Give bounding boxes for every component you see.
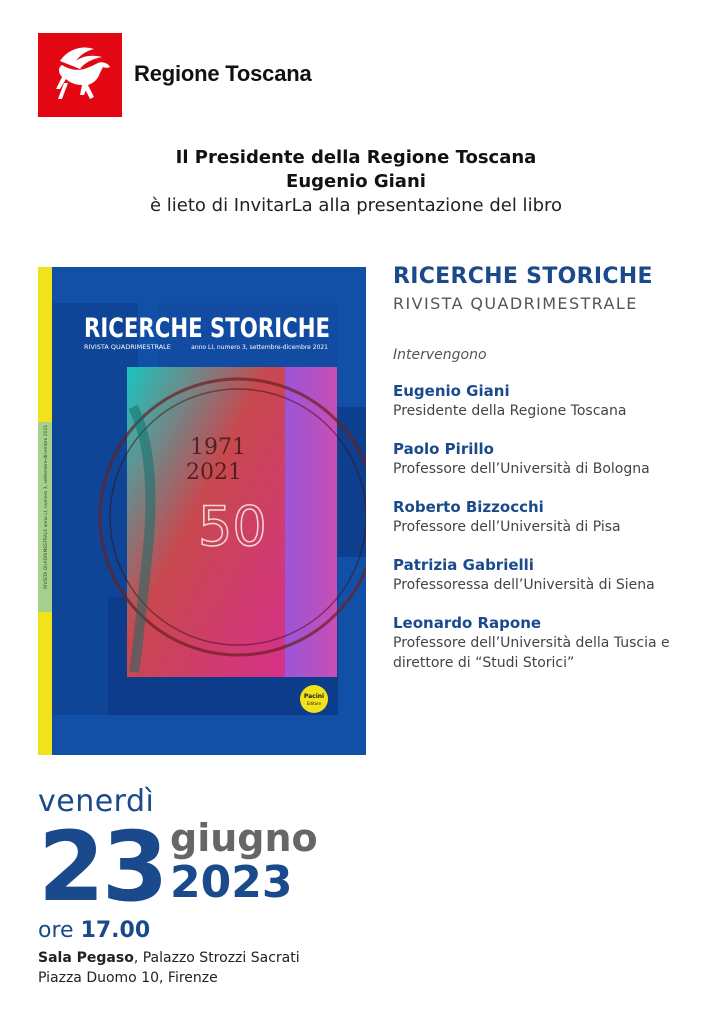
cover-spine-text: RIVISTA QUADRIMESTRALE anno LI, numero 3, settembre-dicembre 2021: [44, 424, 49, 589]
speaker-role: Presidente della Regione Toscana: [393, 403, 627, 419]
coin-value: 50: [198, 495, 267, 558]
publisher-sub: Editore: [306, 701, 322, 706]
book-info: [393, 264, 713, 673]
event-day: 23: [38, 811, 166, 923]
book-cover: [38, 267, 366, 755]
speaker-role: Professore dell’Università di Pisa: [393, 519, 621, 535]
speaker-name: Roberto Bizzocchi: [393, 498, 544, 516]
invitation-line-3: è lieto di InvitarLa alla presentazione del libro: [149, 195, 563, 216]
invitation-line-1: Il Presidente della Regione Toscana: [175, 147, 537, 168]
speaker-item: [393, 497, 713, 537]
time-value: 17.00: [80, 918, 151, 943]
book-subtitle: RIVISTA QUADRIMESTRALE: [393, 294, 638, 313]
winged-horse-icon: [38, 33, 122, 117]
venue-address: Piazza Duomo 10, Firenze: [38, 970, 218, 986]
event-year: 2023: [170, 857, 293, 908]
org-name: Regione Toscana: [134, 61, 312, 86]
event-weekday: venerdì: [38, 784, 155, 819]
venue-room: Sala Pegaso: [38, 950, 134, 966]
invitation-line-2: Eugenio Giani: [286, 171, 426, 192]
speaker-name: Eugenio Giani: [393, 382, 510, 400]
event-month: giugno: [170, 816, 318, 860]
speaker-role: Professore dell’Università della Tuscia e direttore di “Studi Storici”: [393, 635, 670, 671]
book-title: RICERCHE STORICHE: [393, 264, 653, 289]
event-venue: [38, 948, 300, 988]
invitation-block: [0, 146, 712, 218]
speaker-item: [393, 555, 713, 595]
cover-artwork: [38, 267, 366, 755]
speaker-name: Patrizia Gabrielli: [393, 556, 534, 574]
venue-building: , Palazzo Strozzi Sacrati: [133, 950, 300, 966]
regione-toscana-logo: [38, 33, 122, 117]
cover-issue: anno LI, numero 3, settembre-dicembre 2021: [191, 344, 328, 351]
speaker-item: [393, 439, 713, 479]
speaker-role: Professore dell’Università di Bologna: [393, 461, 650, 477]
publisher-name: Pacini: [303, 693, 325, 700]
speaker-name: Leonardo Rapone: [393, 614, 542, 632]
speaker-item: [393, 613, 713, 673]
speaker-item: [393, 381, 713, 421]
coin-top-year: 1971: [190, 435, 246, 460]
cover-subtitle: RIVISTA QUADRIMESTRALE: [84, 343, 171, 351]
event-time: [38, 918, 150, 943]
time-prefix: ore: [38, 918, 74, 943]
cover-title: RICERCHE STORICHE: [84, 313, 330, 344]
speaker-role: Professoressa dell’Università di Siena: [393, 577, 655, 593]
coin-bottom-year: 2021: [186, 460, 242, 485]
speakers-heading: Intervengono: [393, 347, 487, 363]
speaker-name: Paolo Pirillo: [393, 440, 494, 458]
